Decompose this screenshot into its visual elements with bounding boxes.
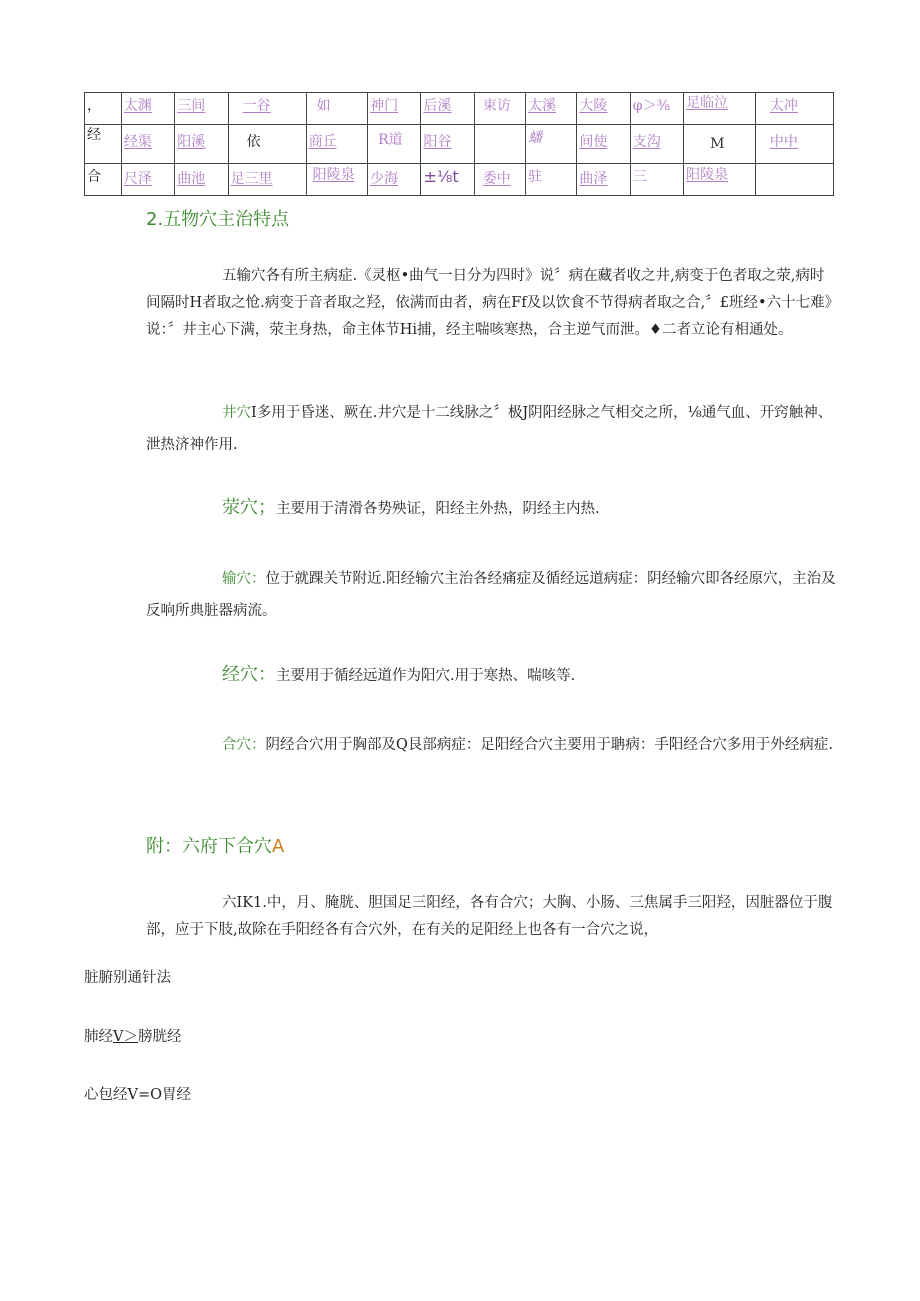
table-cell[interactable]: 曲泽 <box>577 164 630 196</box>
jing-text: I多用于昏迷、厥在.井穴是十二线脉之〞极J阴阳经脉之气相交之所，⅛通气血、开窍触神、泄热济神作用. <box>146 405 833 453</box>
table-cell[interactable]: 委中 <box>474 164 525 196</box>
jingxue-text: 主要用于循经远道作为阳穴.用于寒热、喘咳等. <box>276 668 576 684</box>
table-cell[interactable]: 太渊 <box>121 93 174 125</box>
shu-text: 位于就踝关节附近.阳经输穴主治各经痛症及循经远道病症：阴经输穴即各经原穴，主治及反响所典脏器病流。 <box>146 571 836 619</box>
table-cell[interactable]: 曲池 <box>175 164 228 196</box>
table-cell[interactable]: 支沟 <box>630 125 683 164</box>
line-lung-bladder <box>84 1025 181 1046</box>
table-cell: 依 <box>228 125 306 164</box>
table-cell: 如 <box>306 93 368 125</box>
table-cell[interactable]: 阳陵泉 <box>684 164 756 196</box>
table-row <box>85 125 834 164</box>
table-cell[interactable]: 商丘 <box>306 125 368 164</box>
table-cell[interactable]: 一谷 <box>228 93 306 125</box>
table-cell[interactable]: 阳溪 <box>175 125 228 164</box>
table-cell[interactable]: 太溪 <box>526 93 577 125</box>
table-cell: ±⅛t <box>421 164 474 196</box>
line-pericardium-stomach: 心包经V=O胃经 <box>84 1087 192 1103</box>
table-cell[interactable]: 间使 <box>577 125 630 164</box>
table-cell: 合 <box>85 164 122 196</box>
he-text: 阴经合穴用于胸部及Q艮部病症：足阳经合穴主要用于聃病：手阳经合穴多用于外经病症. <box>265 737 833 753</box>
table-cell[interactable]: 阳谷 <box>421 125 474 164</box>
table-cell[interactable]: 足临泣 <box>684 93 756 125</box>
ying-label: 荥穴； <box>222 497 276 518</box>
table-cell[interactable]: 神门 <box>368 93 421 125</box>
connector-link[interactable]: V＞ <box>113 1029 138 1045</box>
ying-text: 主要用于清滑各势殃证，阳经主外热，阴经主内热. <box>276 501 600 517</box>
table-row <box>85 164 834 196</box>
table-row <box>85 93 834 125</box>
table-cell[interactable]: 少海 <box>368 164 421 196</box>
table-cell[interactable]: 尺泽 <box>121 164 174 196</box>
table-cell[interactable]: 后溪 <box>421 93 474 125</box>
table-cell[interactable]: 三间 <box>175 93 228 125</box>
appendix-text: 六IK1.中，月、腌胱、胆国足三阳经，各有合穴；大胸、小肠、三焦属手三阳羟，因脏器位于腹部，应于下肢,故除在手阳经各有合穴外，在有关的足阳经上也各有一合穴之说， <box>146 895 833 938</box>
table-cell[interactable]: 足三里 <box>228 164 306 196</box>
table-cell <box>755 164 833 196</box>
table-cell: ， <box>85 93 122 125</box>
table-cell: M <box>684 125 756 164</box>
table-cell: R道 <box>368 125 421 164</box>
appendix-paragraph <box>146 890 836 944</box>
intro-text: 五输穴各有所主病症.《灵枢•曲气一日分为四时》说〞病在藏者收之井,病变于色者取之荥,病时间隔时H者取之怆.病变于音者取之羟，依满而由者，病在Ff及以饮食不节得病者取之合,〞£班经•六十七难》说：〞井主心下满，荥主身热，命主体节Hi捕，经主喘咳寒热，合主逆气而泄。♦二者立论有相通处。 <box>146 268 832 338</box>
appendix-title-text: 附：六府下合穴 <box>146 836 272 857</box>
jingxue-label: 经穴： <box>222 664 276 685</box>
shu-paragraph <box>146 563 836 627</box>
he-paragraph <box>146 729 836 761</box>
jing-paragraph <box>146 397 836 461</box>
jing-label: 井穴 <box>222 405 251 421</box>
ying-paragraph <box>146 495 836 522</box>
section-title: 2.五物穴主治特点 <box>146 209 290 230</box>
lung-meridian: 肺经 <box>84 1029 113 1045</box>
table-cell[interactable]: 经渠 <box>121 125 174 164</box>
he-label: 合穴： <box>222 737 266 753</box>
appendix-accent: A <box>272 836 285 857</box>
table-cell <box>474 125 525 164</box>
table-cell[interactable]: 大陵 <box>577 93 630 125</box>
table-cell[interactable]: 中中 <box>755 125 833 164</box>
table-cell: 三 <box>630 164 683 196</box>
table-cell[interactable]: 阳陵泉 <box>306 164 368 196</box>
bladder-meridian: 膀胱经 <box>137 1029 182 1045</box>
table-cell: 经 <box>85 125 122 164</box>
table-cell: 蟠 <box>526 125 577 164</box>
intro-paragraph <box>146 263 836 344</box>
line-organ-method: 脏腑别通针法 <box>84 970 171 986</box>
table-cell: 束访 <box>474 93 525 125</box>
table-cell: 驻 <box>526 164 577 196</box>
table-cell: φ＞⅜ <box>630 93 683 125</box>
shu-label: 输穴： <box>222 571 266 587</box>
jingxue-paragraph <box>146 662 836 689</box>
table-cell[interactable]: 太冲 <box>755 93 833 125</box>
appendix-title <box>146 832 284 858</box>
acupoint-table <box>84 92 834 196</box>
